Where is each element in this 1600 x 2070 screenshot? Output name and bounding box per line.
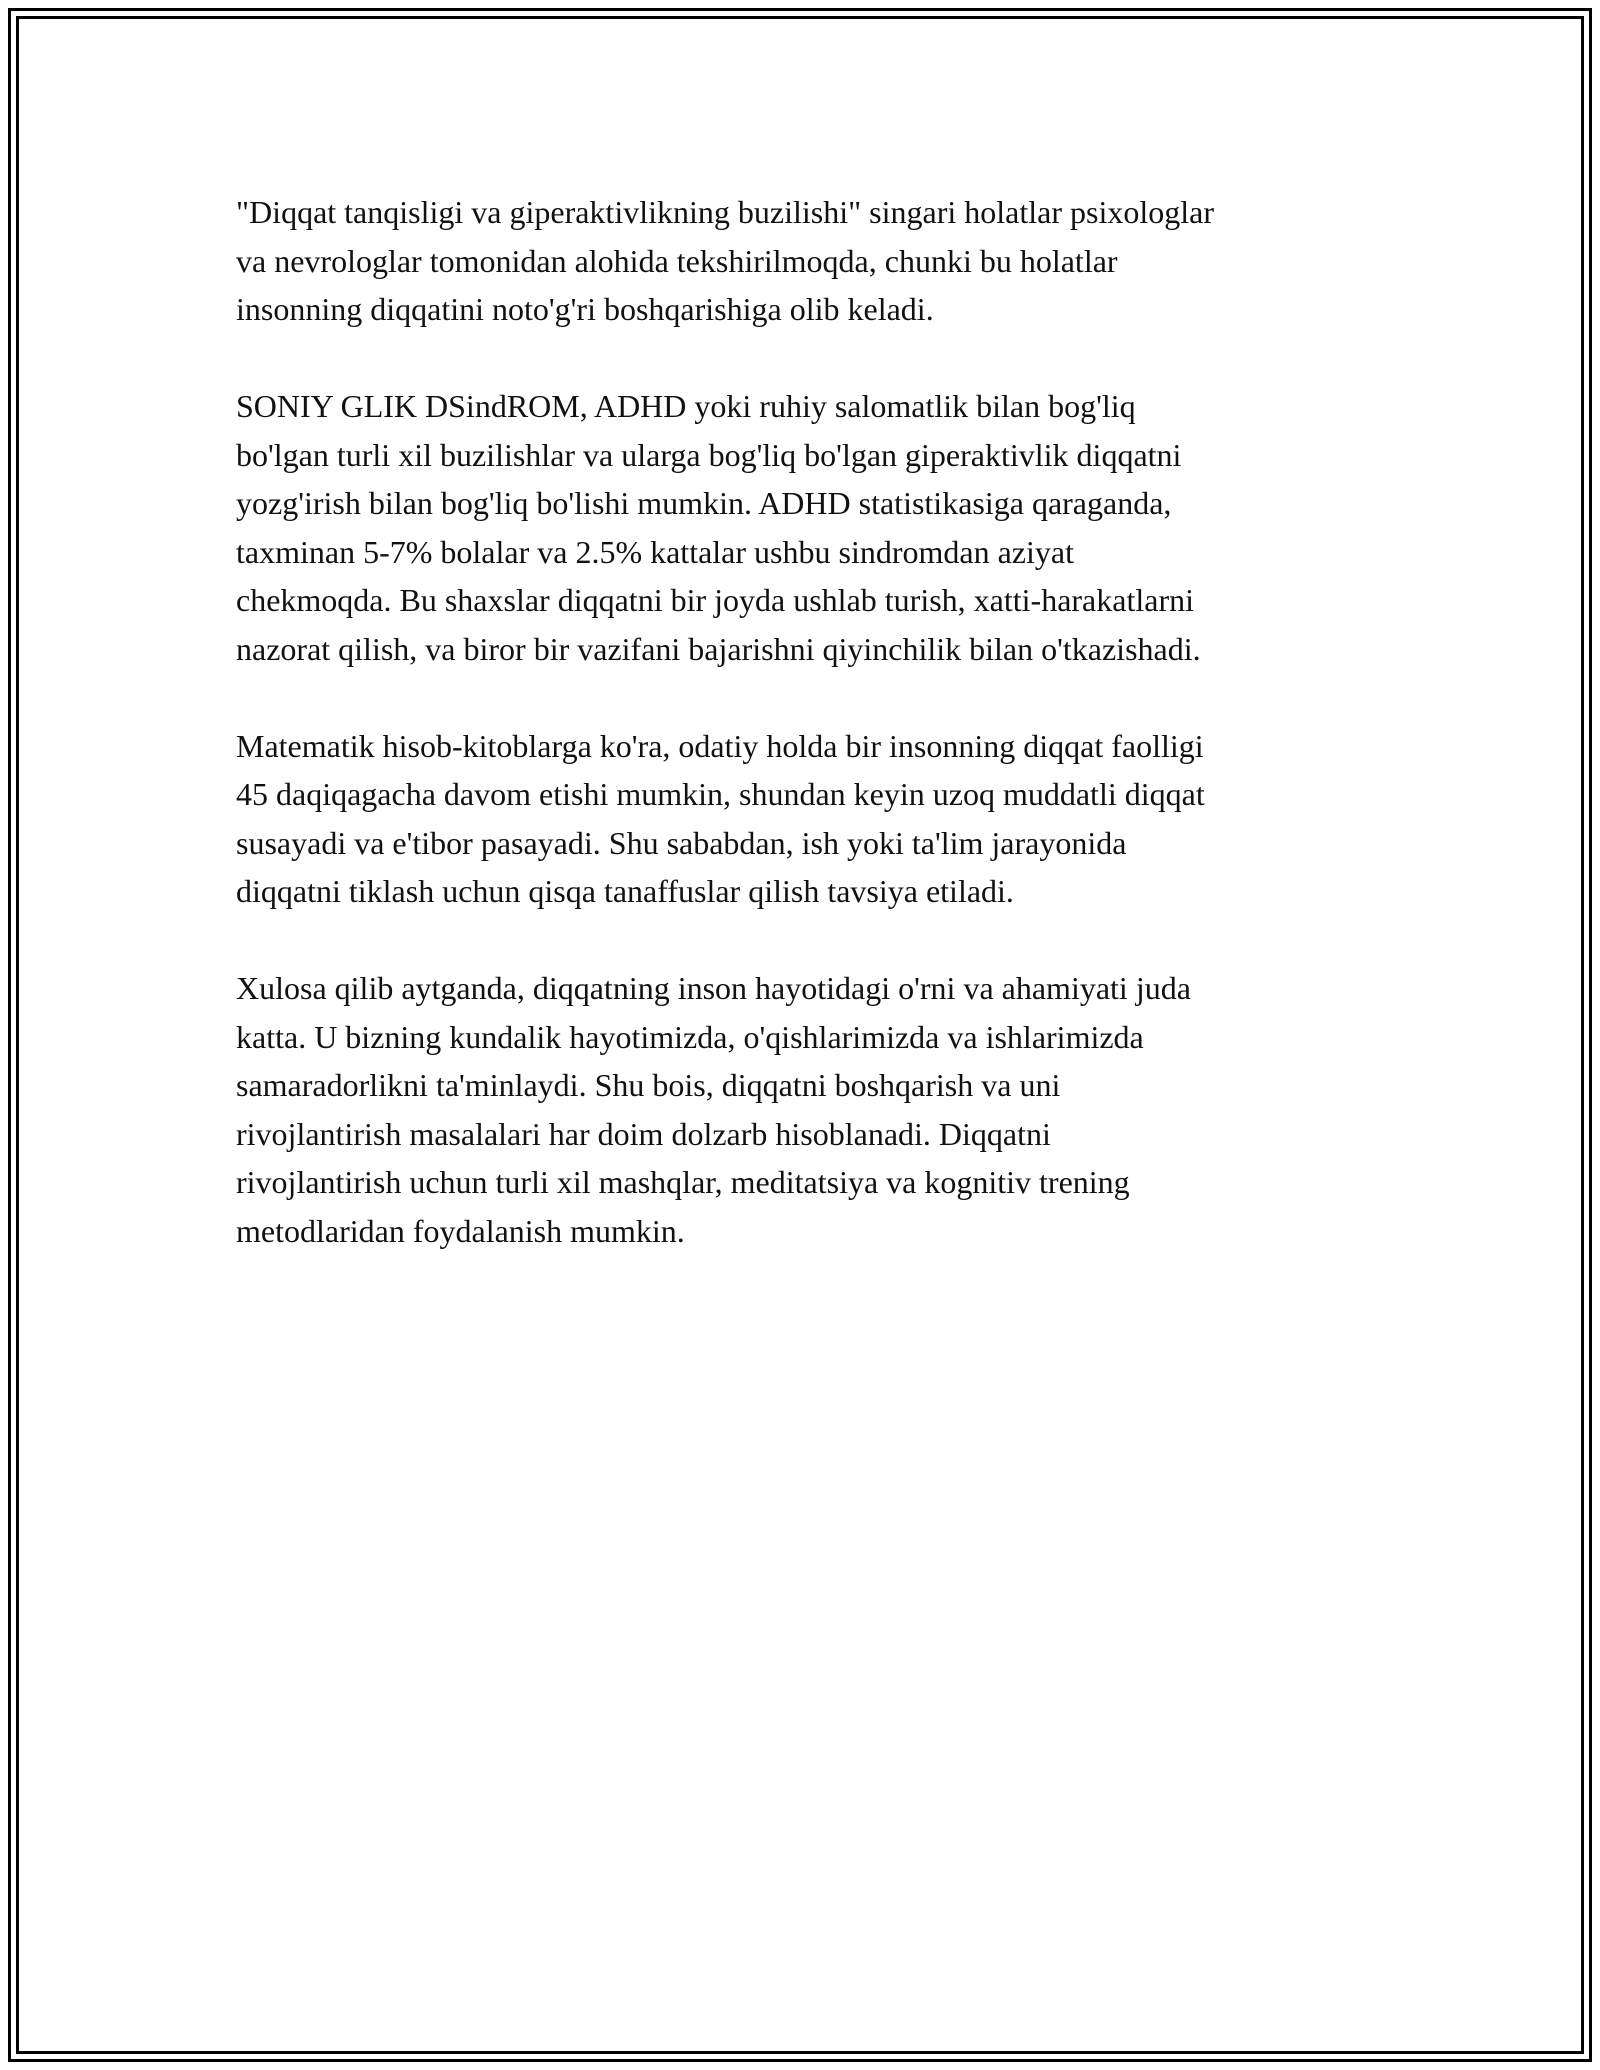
paragraph-conclusion bbox=[236, 964, 1386, 1255]
document-body bbox=[236, 188, 1386, 1304]
paragraph-adhd-intro bbox=[236, 188, 1386, 334]
paragraph-attention-span bbox=[236, 722, 1386, 916]
text-line: "Diqqat tanqisligi va giperaktivlikning buzilishi" singari holatlar psixologlar bbox=[236, 194, 1214, 230]
text-line: insonning diqqatini noto'g'ri boshqarishiga olib keladi. bbox=[236, 291, 934, 327]
text-line: taxminan 5-7% bolalar va 2.5% kattalar ushbu sindromdan aziyat bbox=[236, 533, 1074, 570]
text-line: metodlaridan foydalanish mumkin. bbox=[236, 1212, 685, 1249]
text-line: bo'lgan turli xil buzilishlar va ularga bog'liq bo'lgan giperaktivlik diqqatni bbox=[236, 436, 1182, 473]
text-line: susayadi va e'tibor pasayadi. Shu sababdan, ish yoki ta'lim jarayonida bbox=[236, 824, 1127, 861]
text-line: va nevrologlar tomonidan alohida tekshirilmoqda, chunki bu holatlar bbox=[236, 242, 1118, 279]
text-line: yozg'irish bilan bog'liq bo'lishi mumkin. ADHD statistikasiga qaraganda, bbox=[236, 485, 1172, 521]
text-line: katta. U bizning kundalik hayotimizda, o'qishlarimizda va ishlarimizda bbox=[236, 1018, 1144, 1055]
text-line: Xulosa qilib aytganda, diqqatning inson hayotidagi o'rni va ahamiyati juda bbox=[236, 970, 1191, 1006]
text-line: nazorat qilish, va biror bir vazifani bajarishni qiyinchilik bilan o'tkazishadi. bbox=[236, 630, 1201, 667]
paragraph-adhd-statistics bbox=[236, 382, 1386, 673]
text-line: 45 daqiqagacha davom etishi mumkin, shundan keyin uzoq muddatli diqqat bbox=[236, 776, 1205, 812]
text-line: diqqatni tiklash uchun qisqa tanaffuslar qilish tavsiya etiladi. bbox=[236, 873, 1014, 909]
text-line: rivojlantirish masalalari har doim dolzarb hisoblanadi. Diqqatni bbox=[236, 1115, 1051, 1152]
text-line: rivojlantirish uchun turli xil mashqlar, meditatsiya va kognitiv trening bbox=[236, 1164, 1130, 1200]
text-line: SONIY GLIK DSindROM, ADHD yoki ruhiy salomatlik bilan bog'liq bbox=[236, 388, 1136, 424]
text-line: Matematik hisob-kitoblarga ko'ra, odatiy holda bir insonning diqqat faolligi bbox=[236, 727, 1204, 764]
text-line: chekmoqda. Bu shaxslar diqqatni bir joyda ushlab turish, xatti-harakatlarni bbox=[236, 582, 1194, 618]
text-line: samaradorlikni ta'minlaydi. Shu bois, diqqatni boshqarish va uni bbox=[236, 1067, 1061, 1103]
